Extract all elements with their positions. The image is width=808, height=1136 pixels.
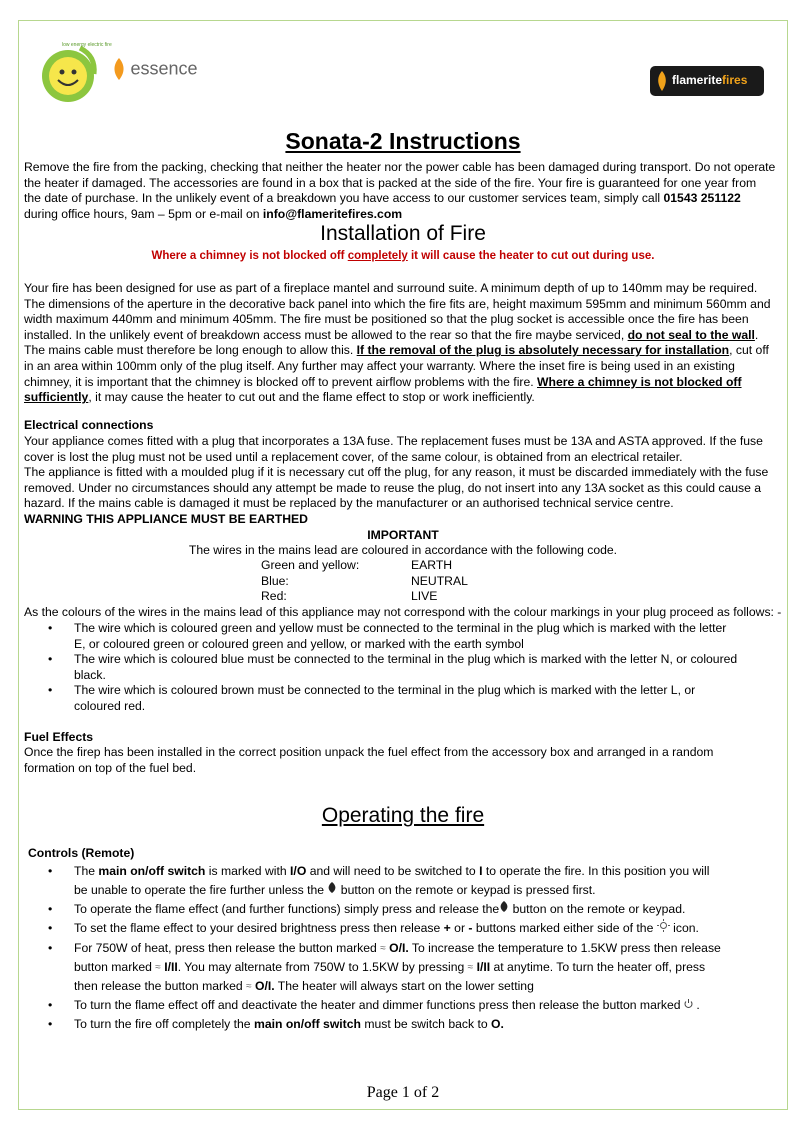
electrical-heading: Electrical connections <box>24 418 154 432</box>
heat-icon: ≈ <box>467 962 474 973</box>
brightness-icon <box>657 924 670 935</box>
chimney-warning: Where a chimney is not blocked off completely it will cause the heater to cut out during use. <box>151 250 655 262</box>
list-item: • To turn the fire off completely the main on/off switch must be switch back to O. <box>24 1015 724 1034</box>
flame-button-icon <box>327 885 337 896</box>
low-energy-logo <box>36 36 112 108</box>
list-item: • The wire which is coloured green and yellow must be connected to the terminal in the plug which is marked with the letter E, or coloured green or coloured green and yellow, or marked with the earth symbol <box>24 621 740 652</box>
installation-heading: Installation of Fire <box>320 222 486 245</box>
code-line: The wires in the mains lead are coloured in accordance with the following code. <box>188 543 618 557</box>
controls-heading: Controls (Remote) <box>28 846 135 860</box>
flamerite-logo: flameritefires <box>650 66 764 96</box>
ring-text: low energy electric fire <box>62 42 112 48</box>
page-number: Page 1 of 2 <box>366 1084 440 1101</box>
email-address: info@flameritefires.com <box>262 206 403 221</box>
flame-icon <box>656 71 668 91</box>
power-icon <box>684 1000 693 1011</box>
fuel-heading: Fuel Effects <box>24 730 94 744</box>
electrical-paragraph-1: Your appliance comes fitted with a plug that incorporates a 13A fuse. The replacement fuses must be 13A and ASTA approved. If the fuse cover is lost the plug must not be used until a replacement cover, of the same colour, is obtained from an electrical retailer. <box>24 434 763 464</box>
list-item: • The wire which is coloured blue must be connected to the terminal in the plug which is marked with the letter N, or coloured black. <box>24 652 740 683</box>
page-title: Sonata-2 Instructions <box>285 128 521 154</box>
wire-row: Green and yellow: EARTH <box>261 558 453 572</box>
list-item: • For 750W of heat, press then release the button marked ≈ O/I. To increase the temperature to 1.5KW press then release button marked ≈ I/II. You may alternate from 750W to 1.5KW by pressing ≈ I/II at anytime. To turn the heater off, press then release the button marked ≈ O/I. The heater will always start on the lower setting <box>24 939 724 996</box>
fuel-paragraph: Once the firep has been installed in the correct position unpack the fuel effect from the accessory box and arranged in a random formation on top of the fuel bed. <box>24 745 714 775</box>
list-item: • To turn the flame effect off and deactivate the heater and dimmer functions press then release the button marked . <box>24 996 724 1015</box>
essence-logo: essence <box>112 58 198 80</box>
wire-row: Red: LIVE <box>261 589 438 604</box>
intro-paragraph: Remove the fire from the packing, checking that neither the heater nor the power cable has been damaged during transport. Do not operate the heater if damaged. The accessories are found in a box that is packed at the side of the fire. Your fire is guaranteed for one year from the date of purchase. In the unlikely event of a breakdown you have access to our customer services team, simply call 01543 251122 during office hours, 9am – 5pm or e-mail on info@flameritefires.com <box>24 160 776 221</box>
wire-instructions-list <box>24 621 740 715</box>
title-wrap <box>20 128 786 155</box>
list-item: • To set the flame effect to your desired brightness press then release + or - buttons marked either side of the icon. <box>24 919 724 939</box>
heat-icon: ≈ <box>246 981 252 992</box>
list-item: • The main on/off switch is marked with I/O and will need to be switched to I to operate the fire. In this position you will be unable to operate the fire further unless the button on the remote or keypad is pressed first. <box>24 862 724 900</box>
phone-number: 01543 251122 <box>663 191 741 206</box>
installation-paragraph: Your fire has been designed for use as part of a fireplace mantel and surround suite. A minimum depth of up to 140mm may be required. The dimensions of the aperture in the decorative back panel into which the fire fits are, height maximum 595mm and minimum 560mm and width maximum 440mm and minimum 405mm. The fire must be positioned so that the plug socket is accessible once the fire has been installed. In the unlikely event of breakdown access must be allowed to the rear so that the fire maybe serviced, do not seal to the wall. The mains cable must therefore be long enough to allow this. If the removal of the plug is absolutely necessary for installation, cut off in an area within 100mm only of the plug itself. Any further may affect your warranty. Where the inset fire is being used in an existing chimney, it is important that the chimney is blocked off to prevent airflow problems with the fire. Where a chimney is not blocked off sufficiently, it may cause the heater to cut out and the flame effect to stop or work inefficiently. <box>24 281 771 405</box>
controls-list <box>24 862 724 1034</box>
flame-button-icon <box>499 904 509 915</box>
list-item: • The wire which is coloured brown must be connected to the terminal in the plug which is marked with the letter L, or coloured red. <box>24 683 740 714</box>
wire-row: Blue: NEUTRAL <box>261 573 468 588</box>
operating-heading: Operating the fire <box>321 804 485 827</box>
flame-icon <box>112 58 126 80</box>
important-heading: IMPORTANT <box>367 528 439 542</box>
heat-icon: ≈ <box>380 943 386 954</box>
list-item: • To operate the flame effect (and further functions) simply press and release the button on the remote or keypad. <box>24 900 724 919</box>
heat-icon: ≈ <box>155 962 161 973</box>
wire-table <box>261 558 521 605</box>
earthed-warning: WARNING THIS APPLIANCE MUST BE EARTHED <box>24 512 308 526</box>
proceed-text: As the colours of the wires in the mains lead of this appliance may not correspond with the colour markings in your plug proceed as follows: - <box>24 605 782 619</box>
electrical-paragraph-2: The appliance is fitted with a moulded plug if it is necessary cut off the plug, for any reason, it must be discarded immediately with the fuse removed. Under no circumstances should any attempt be made to reuse the plug, do not insert into any 13A socket as this could cause a hazard. If the mains cable is damaged it must be replaced by the manufacturer or an authorised technical service centre. <box>24 465 769 511</box>
